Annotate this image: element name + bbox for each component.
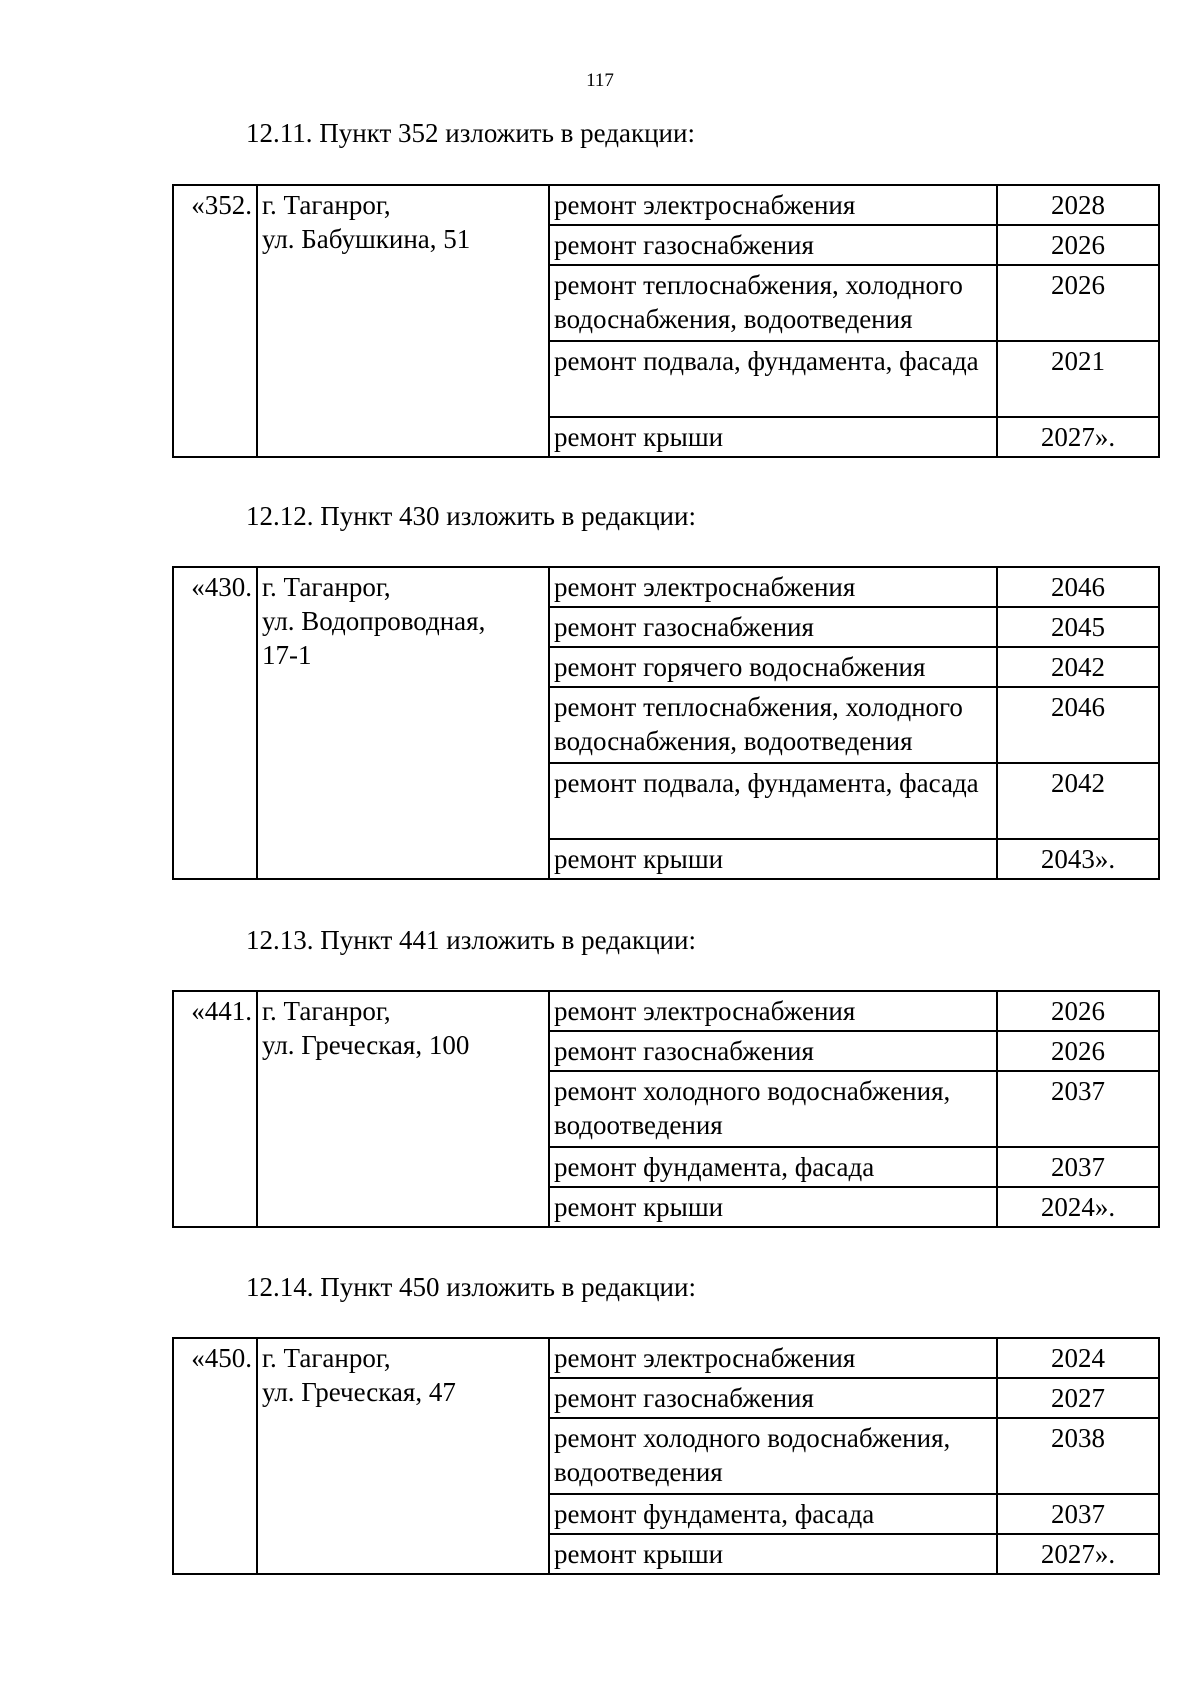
work-year: 2028 (997, 185, 1159, 225)
address-line: ул. Бабушкина, 51 (262, 224, 471, 254)
work-year: 2027». (997, 1534, 1159, 1574)
item-table (172, 184, 1160, 458)
work-year: 2024». (997, 1187, 1159, 1227)
address-line: г. Таганрог, (262, 996, 391, 1026)
item-number: «352. (173, 185, 257, 457)
item-table (172, 566, 1160, 880)
work-name: ремонт газоснабжения (549, 1378, 997, 1418)
work-year: 2038 (997, 1418, 1159, 1494)
work-name: ремонт теплоснабжения, холодного водоснабжения, водоотведения (549, 265, 997, 341)
item-number: «430. (173, 567, 257, 879)
item-number: «450. (173, 1338, 257, 1574)
work-name: ремонт холодного водоснабжения, водоотведения (549, 1418, 997, 1494)
work-name: ремонт крыши (549, 1534, 997, 1574)
table-row (173, 991, 1159, 1031)
work-name: ремонт подвала, фундамента, фасада (549, 763, 997, 839)
work-name: ремонт крыши (549, 417, 997, 457)
work-year: 2026 (997, 991, 1159, 1031)
work-name: ремонт фундамента, фасада (549, 1494, 997, 1534)
work-year: 2046 (997, 687, 1159, 763)
address-line: ул. Греческая, 47 (262, 1377, 456, 1407)
work-year: 2037 (997, 1071, 1159, 1147)
address-line: г. Таганрог, (262, 1343, 391, 1373)
work-name: ремонт фундамента, фасада (549, 1147, 997, 1187)
section-heading: 12.12. Пункт 430 изложить в редакции: (246, 501, 696, 531)
work-year: 2021 (997, 341, 1159, 417)
work-year: 2024 (997, 1338, 1159, 1378)
work-name: ремонт теплоснабжения, холодного водоснабжения, водоотведения (549, 687, 997, 763)
section-heading: 12.13. Пункт 441 изложить в редакции: (246, 925, 696, 955)
address-line: 17-1 (262, 640, 312, 670)
section-heading: 12.14. Пункт 450 изложить в редакции: (246, 1272, 696, 1302)
work-name: ремонт электроснабжения (549, 185, 997, 225)
work-name: ремонт электроснабжения (549, 567, 997, 607)
page-number: 117 (586, 70, 614, 91)
work-name: ремонт крыши (549, 1187, 997, 1227)
work-year: 2026 (997, 1031, 1159, 1071)
address-cell (257, 185, 549, 457)
work-year: 2026 (997, 265, 1159, 341)
table-row (173, 185, 1159, 225)
address-cell (257, 991, 549, 1227)
item-number: «441. (173, 991, 257, 1227)
address-cell (257, 567, 549, 879)
item-table (172, 990, 1160, 1228)
work-year: 2043». (997, 839, 1159, 879)
work-year: 2045 (997, 607, 1159, 647)
item-table (172, 1337, 1160, 1575)
work-name: ремонт газоснабжения (549, 607, 997, 647)
work-year: 2037 (997, 1494, 1159, 1534)
work-year: 2042 (997, 763, 1159, 839)
table-row (173, 1338, 1159, 1378)
work-name: ремонт газоснабжения (549, 225, 997, 265)
work-name: ремонт подвала, фундамента, фасада (549, 341, 997, 417)
address-cell (257, 1338, 549, 1574)
address-line: ул. Водопроводная, (262, 606, 486, 636)
work-year: 2037 (997, 1147, 1159, 1187)
work-name: ремонт электроснабжения (549, 1338, 997, 1378)
work-name: ремонт газоснабжения (549, 1031, 997, 1071)
section-heading: 12.11. Пункт 352 изложить в редакции: (246, 118, 695, 148)
work-year: 2046 (997, 567, 1159, 607)
address-line: г. Таганрог, (262, 190, 391, 220)
work-name: ремонт горячего водоснабжения (549, 647, 997, 687)
work-name: ремонт крыши (549, 839, 997, 879)
table-row (173, 567, 1159, 607)
address-line: г. Таганрог, (262, 572, 391, 602)
work-year: 2027». (997, 417, 1159, 457)
work-name: ремонт холодного водоснабжения, водоотведения (549, 1071, 997, 1147)
work-year: 2027 (997, 1378, 1159, 1418)
work-name: ремонт электроснабжения (549, 991, 997, 1031)
work-year: 2026 (997, 225, 1159, 265)
work-year: 2042 (997, 647, 1159, 687)
address-line: ул. Греческая, 100 (262, 1030, 470, 1060)
